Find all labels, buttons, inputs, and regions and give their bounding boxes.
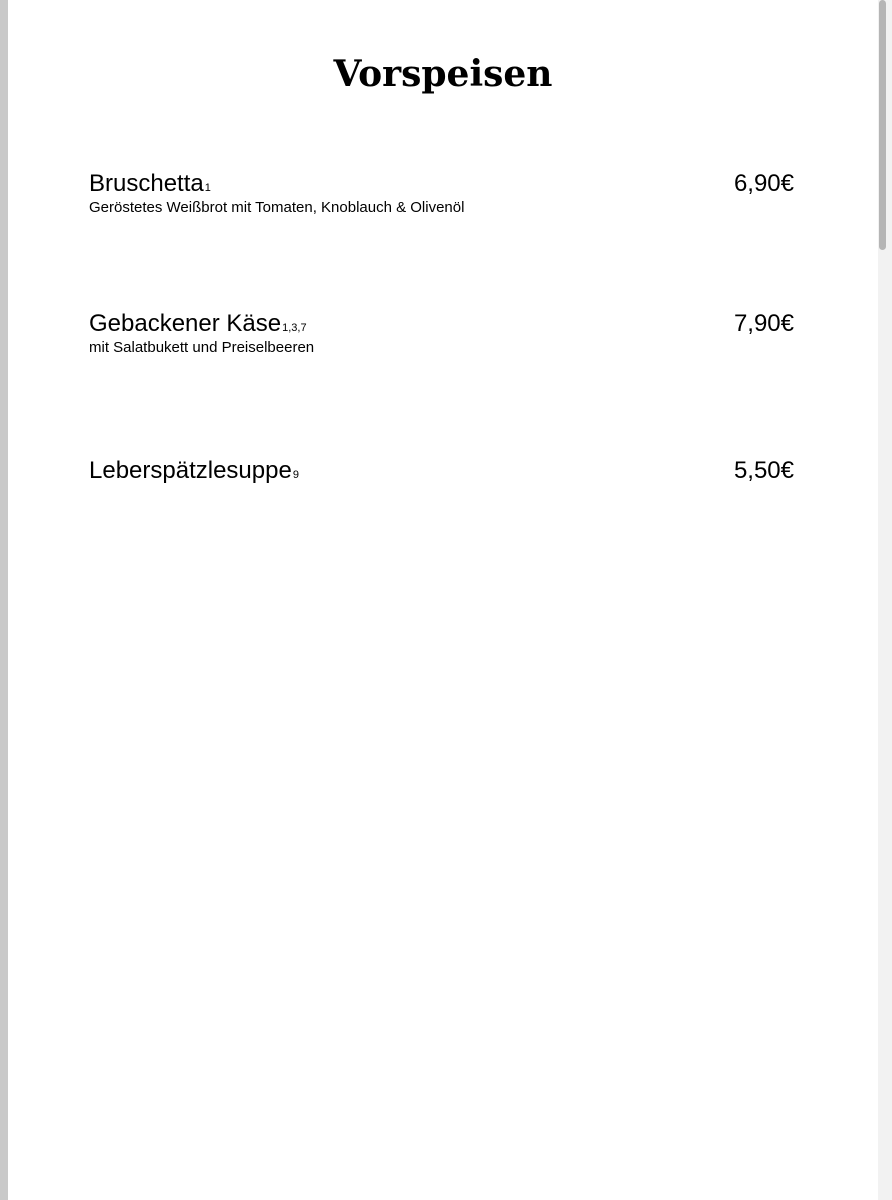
menu-item-name: Bruschetta — [89, 170, 204, 197]
menu-item-allergens: 1 — [204, 182, 211, 194]
menu-item-row — [89, 457, 794, 485]
page-title: Vorspeisen — [333, 53, 553, 95]
menu-item-row — [89, 170, 794, 198]
menu-item-title — [89, 170, 211, 198]
menu-item-bruschetta — [89, 170, 794, 217]
menu-item-price: 7,90€ — [733, 310, 794, 337]
menu-item-title — [89, 457, 299, 485]
menu-item-allergens: 1,3,7 — [282, 322, 307, 334]
menu-item-description: Geröstetes Weißbrot mit Tomaten, Knoblauch & Olivenöl — [89, 199, 465, 216]
menu-item-name: Gebackener Käse — [89, 310, 282, 337]
menu-page — [8, 0, 878, 1200]
menu-item-description: mit Salatbukett und Preiselbeeren — [89, 339, 315, 356]
menu-item-row — [89, 310, 794, 338]
menu-item-price: 6,90€ — [733, 170, 794, 197]
menu-item-allergens: 9 — [292, 469, 299, 481]
scrollbar-thumb[interactable] — [879, 0, 886, 250]
menu-item-leberspaetzlesuppe — [89, 457, 794, 485]
menu-item-price: 5,50€ — [733, 457, 794, 484]
menu-item-gebackener-kaese — [89, 310, 794, 357]
menu-item-title — [89, 310, 307, 338]
menu-item-name: Leberspätzlesuppe — [89, 457, 292, 484]
